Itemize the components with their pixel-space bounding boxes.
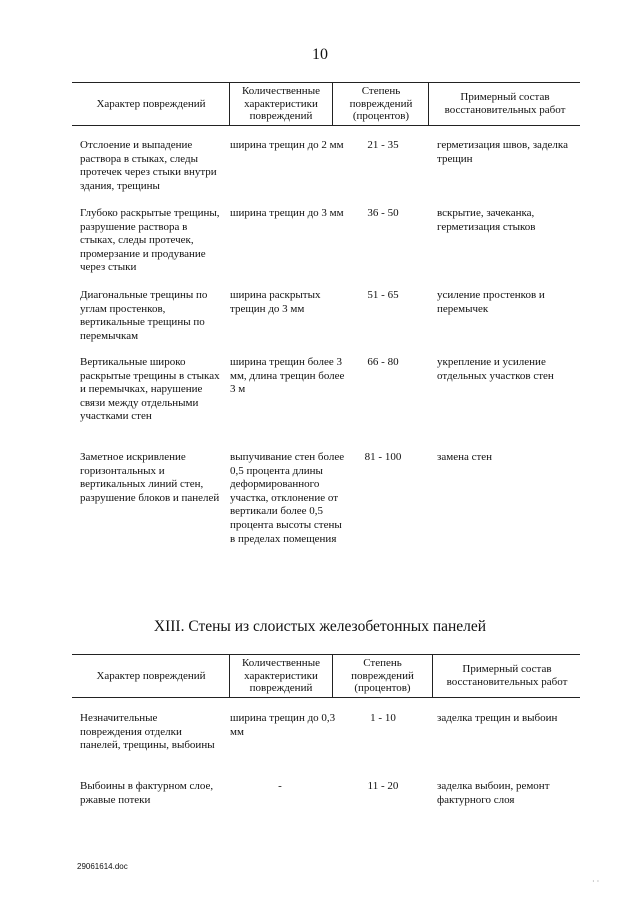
scan-marks: · ·	[592, 877, 600, 886]
table2-cell: Выбоины в фактурном слое, ржавые потеки	[80, 780, 214, 806]
table1-cell: 36 - 50	[367, 207, 399, 219]
table1-col-sep	[229, 82, 230, 125]
table1-cell: Отслоение и выпадение раствора в стыках, следы протечек через стыки внутри здания, трещины	[80, 139, 217, 192]
table2-cell: Незначительные повреждения отделки панелей, трещины, выбоины	[80, 712, 215, 752]
table2-cell: заделка выбоин, ремонт фактурного слоя	[437, 780, 550, 806]
table1-cell: Заметное искривление горизонтальных и вертикальных линий стен, разрушение блоков и панелей	[80, 451, 220, 504]
table2-cell: заделка трещин и выбоин	[437, 712, 558, 724]
table1-cell: ширина трещин более 3 мм, длина трещин более 3 м	[230, 356, 345, 396]
table1-cell: укрепление и усиление отдельных участков стен	[437, 356, 554, 382]
table1-cell: ширина раскрытых трещин до 3 мм	[230, 289, 321, 315]
table1-cell: вскрытие, зачеканка, герметизация стыков	[437, 207, 536, 233]
table1-cell: 81 - 100	[364, 451, 402, 463]
table1-cell: Глубоко раскрытые трещины, разрушение раствора в стыках, следы протечек, промерзание и продувание через стыки	[80, 207, 220, 274]
table1-cell: 51 - 65	[367, 289, 399, 301]
table1-cell: герметизация швов, заделка трещин	[437, 139, 568, 165]
table1-cell: Диагональные трещины по углам простенков, вертикальные трещины по перемычкам	[80, 289, 208, 342]
table1-cell: ширина трещин до 3 мм	[230, 207, 344, 219]
table2-header-cell: Степень повреждений (процентов)	[351, 657, 414, 694]
table1-cell: усиление простенков и перемычек	[437, 289, 545, 315]
table1-header-cell: Количественные характеристики повреждений	[242, 85, 320, 122]
table1-header-top-line	[72, 82, 580, 83]
table1-cell: выпучивание стен более 0,5 процента длины деформированного участка, отклонение от вертикали более 0,5 процента высоты стены в пределах помещения	[230, 451, 345, 545]
table1-cell: 21 - 35	[367, 139, 399, 151]
table2-header-cell: Примерный состав восстановительных работ	[446, 663, 568, 688]
footer-filename: 29061614.doc	[77, 862, 128, 871]
table2-cell: ширина трещин до 0,3 мм	[230, 712, 336, 738]
table2-cell: 11 - 20	[367, 780, 399, 792]
table1-header-cell: Степень повреждений (процентов)	[349, 85, 413, 122]
table1-cell: 66 - 80	[367, 356, 399, 368]
table1-cell: ширина трещин до 2 мм	[230, 139, 344, 151]
table2-cell: -	[278, 780, 282, 792]
table2-col-sep	[432, 654, 433, 697]
table2-col-sep	[332, 654, 333, 697]
page-number: 10	[312, 46, 328, 63]
table2-col-sep	[229, 654, 230, 697]
section-title: XIII. Стены из слоистых железобетонных панелей	[153, 618, 487, 635]
table1-col-sep	[428, 82, 429, 125]
table1-header-bottom-line	[72, 125, 580, 126]
table2-header-cell: Характер повреждений	[96, 670, 206, 682]
table1-header-cell: Характер повреждений	[96, 98, 206, 110]
table2-header-cell: Количественные характеристики повреждений	[242, 657, 320, 694]
table1-cell: Вертикальные широко раскрытые трещины в стыках и перемычках, нарушение связи между отдельными участками стен	[80, 356, 220, 423]
table2-cell: 1 - 10	[370, 712, 396, 724]
table1-col-sep	[332, 82, 333, 125]
table2-header-top-line	[72, 654, 580, 655]
table2-header-bottom-line	[72, 697, 580, 698]
table1-header-cell: Примерный состав восстановительных работ	[444, 91, 566, 116]
table1-cell: замена стен	[437, 451, 493, 463]
